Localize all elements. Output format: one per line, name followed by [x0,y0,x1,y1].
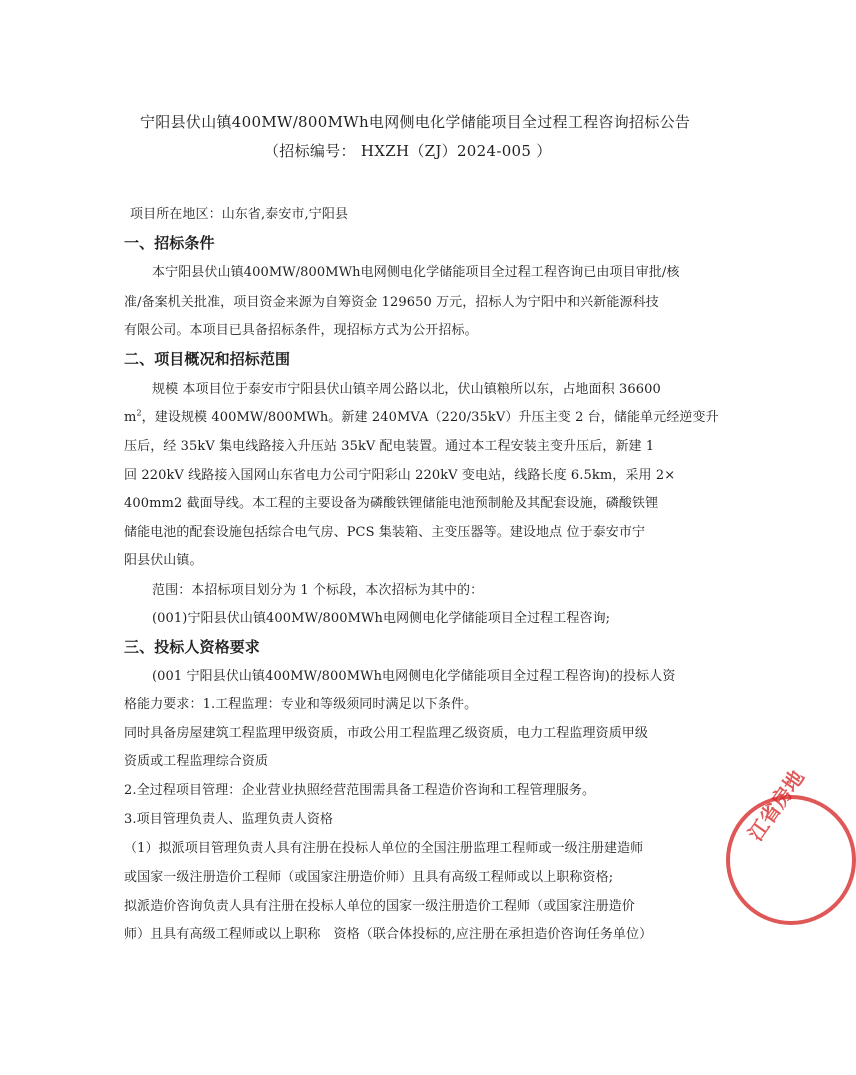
section-3-line: (001 宁阳县伏山镇400MW/800MWh电网侧电化学储能项目全过程工程咨询)的投标人资 [152,669,676,684]
seal-text: 江省房地 [743,765,809,846]
section-3-line: （1）拟派项目管理负责人具有注册在投标人单位的全国注册监理工程师或一级注册建造师 [124,841,644,856]
project-region: 项目所在地区：山东省,泰安市,宁阳县 [130,207,349,222]
section-2-heading: 二、项目概况和招标范围 [124,350,291,368]
section-2-line: 压后，经 35kV 集电线路接入升压站 35kV 配电装置。通过本工程安装主变升压后，新建 1 [124,439,655,454]
section-3-heading: 三、投标人资格要求 [124,638,260,656]
section-1-line: 有限公司。本项目已具备招标条件，现招标方式为公开招标。 [124,323,478,338]
lot-text: (001)宁阳县伏山镇400MW/800MWh电网侧电化学储能项目全过程工程咨询; [152,611,611,626]
scope-text: 范围：本招标项目划分为 1 个标段，本次招标为其中的： [152,583,484,598]
section-3-line: 拟派造价咨询负责人具有注册在投标人单位的国家一级注册造价工程师（或国家注册造价 [124,899,635,914]
section-1-heading: 一、招标条件 [124,234,215,252]
notice-title: 宁阳县伏山镇400MW/800MWh电网侧电化学储能项目全过程工程咨询招标公告 [140,113,691,131]
company-seal [726,765,856,925]
section-2-line-text: ，建设规模 400MW/800MWh。新建 240MVA（220/35kV）升压主变 2 台，储能单元经逆变升 [141,410,719,425]
section-3-line: 师）且具有高级工程师或以上职称 资格（联合体投标的,应注册在承担造价咨询任务单位） [124,927,653,942]
section-1-line: 本宁阳县伏山镇400MW/800MWh电网侧电化学储能项目全过程工程咨询已由项目审批/核 [152,265,680,280]
section-2-line-area [124,409,719,427]
section-3-line: 3.项目管理负责人、监理负责人资格 [124,812,334,827]
area-unit-superscript: 2 [136,408,142,418]
area-unit: m [124,410,137,425]
section-3-line: 格能力要求：1.工程监理：专业和等级须同时满足以下条件。 [124,697,478,712]
section-2-line: 阳县伏山镇。 [124,553,203,568]
section-2-line: 回 220kV 线路接入国网山东省电力公司宁阳彩山 220kV 变电站，线路长度 6.5km，采用 2× [124,468,676,483]
tender-number: （招标编号： HXZH（ZJ）2024-005 ） [264,142,552,160]
section-3-line: 同时具备房屋建筑工程监理甲级资质，市政公用工程监理乙级资质，电力工程监理资质甲级 [124,726,649,741]
section-3-line: 或国家一级注册造价工程师（或国家注册造价师）且具有高级工程师或以上职称资格; [124,870,614,885]
section-2-line: 400mm2 截面导线。本工程的主要设备为磷酸铁锂储能电池预制舱及其配套设施，磷酸铁锂 [124,496,659,511]
section-2-line: 储能电池的配套设施包括综合电气房、PCS 集装箱、主变压器等。建设地点 位于泰安市宁 [124,525,646,540]
section-3-line: 2.全过程项目管理：企业营业执照经营范围需具备工程造价咨询和工程管理服务。 [124,783,596,798]
section-3-line: 资质或工程监理综合资质 [124,754,269,769]
section-1-line: 准/备案机关批准，项目资金来源为自筹资金 129650 万元，招标人为宁阳中和兴新能源科技 [124,295,659,310]
section-2-line: 规模 本项目位于泰安市宁阳县伏山镇辛周公路以北，伏山镇粮所以东，占地面积 36600 [152,382,661,397]
